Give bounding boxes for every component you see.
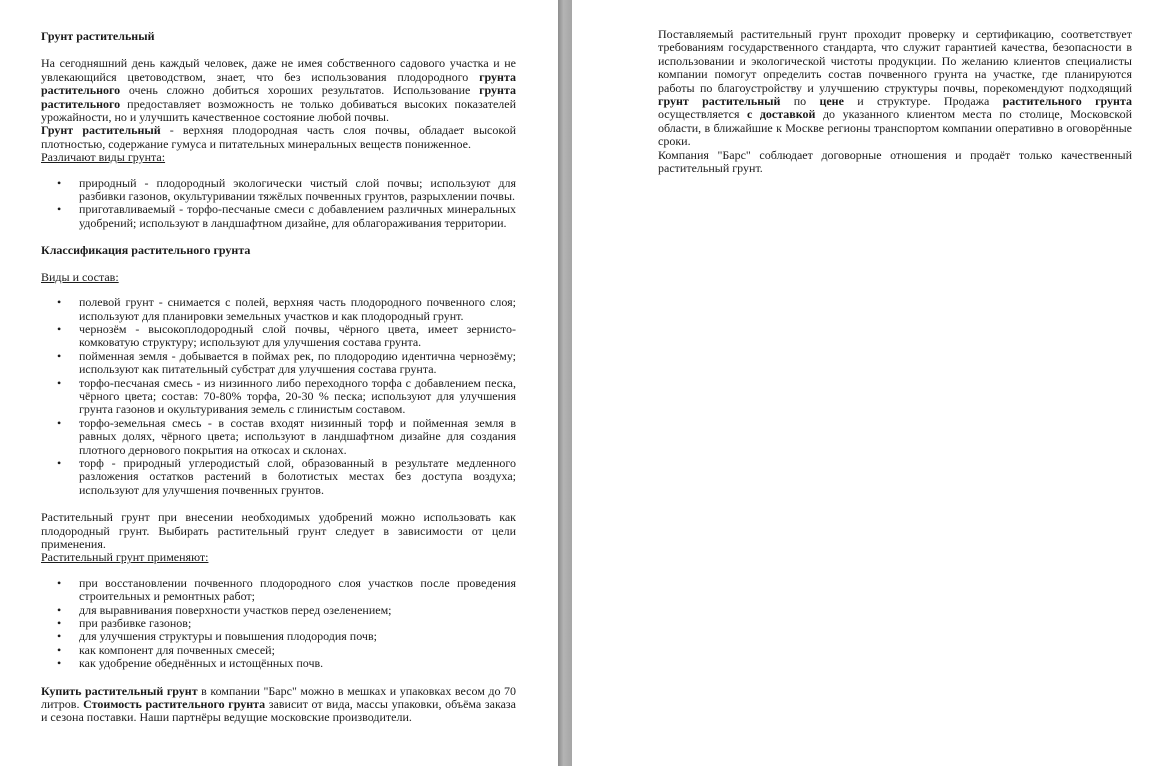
document-page-left [0,0,558,766]
bold-term: Купить растительный грунт [41,683,198,698]
list-item: • приготавливаемый - торфо-песчаные смеси с добавлением различных минеральных удобрений; используют в ландшафтном дизайне, для облагораживания территории. [79,203,516,230]
text-run: и структуре. Продажа [843,94,1003,109]
list-item: • как компонент для почвенных смесей; [79,644,516,657]
text-run: очень сложно добиться хороших результатов. Использование [120,83,480,98]
text-run: по [780,94,820,109]
list-item: • при разбивке газонов; [79,617,516,630]
purchase-paragraph [41,685,516,725]
types-list [41,177,516,231]
list-item: • для выравнивания поверхности участков перед озеленением; [79,604,516,617]
composition-list [41,296,516,497]
list-item: • торф - природный углеродистый слой, образованный в результате медленного разложения остатков растений в болотистых местах без доступа воздуха; используют для улучшения почвенных грунтов. [79,457,516,497]
list-item: • природный - плодородный экологически чистый слой почвы; используют для разбивки газонов, окультуривании тяжёлых почвенных грунтов, разрыхлении почвы. [79,177,516,204]
definition-paragraph [41,124,516,151]
document-heading-title: Грунт растительный [41,29,155,43]
certification-paragraph [658,28,1132,149]
text-run: до указанного клиентом места по столице, Московской области, в ближайшие к Москве регионы транспортом компании оперативно в оговорённые сроки. [658,107,1132,149]
list-item: • торфо-земельная смесь - в состав входят низинный торф и пойменная земля в равных долях, чёрного цвета; используют в ландшафтном дизайне для создания плотного дернового покрытия на откосах и склонах. [79,417,516,457]
list-item: • пойменная земля - добывается в поймах рек, по плодородию идентична чернозёму; используют как питательный субстрат для улучшения состава грунта. [79,350,516,377]
apply-subheading: Растительный грунт применяют: [41,550,209,565]
list-item: • при восстановлении почвенного плодородного слоя участков после проведения строительных и ремонтных работ; [79,577,516,604]
bold-term: грунта растительного [41,69,516,98]
text-run: в компании "Барс" можно в мешках и упаковках весом до 70 литров. [41,683,516,712]
composition-subheading: Виды и состав: [41,269,119,284]
list-item: • для улучшения структуры и повышения плодородия почв; [79,630,516,643]
text-run: зависит от вида, массы упаковки, объёма заказа и сезона поставки. Наши партнёры ведущие московские производители. [41,697,516,725]
intro-paragraph [41,57,516,124]
classification-heading: Классификация растительного грунта [41,243,251,258]
bold-term: Стоимость растительного грунта [83,697,266,712]
bold-term: с доставкой [747,107,816,122]
list-item: • полевой грунт - снимается с полей, верхняя часть плодородного почвенного слоя; используют для планировки земельных участков и как плодородный грунт. [79,296,516,323]
text-run: осуществляется [658,107,747,122]
text-run: - верхняя плодородная часть слоя почвы, обладает высокой плотностью, содержание гумуса и питательных минеральных веществ пониженное. [41,123,517,151]
text-run: Поставляемый растительный грунт проходит проверку и сертификацию, соответствует требованиям государственного стандарта, что служит гарантией качества, безопасности в использовании и экологической чистоты продукции. По желанию клиентов специалисты компании помогут определить состав почвенного грунта на участке, где планируются работы по благоустройству и улучшению структуры почвы, порекомендуют подходящий [658,27,1132,95]
page-gutter [558,0,572,766]
text-run: предоставляет возможность не только добиваться высоких показателей урожайности, но и улучшить качественное состояние любой почвы. [41,96,516,125]
usage-paragraph: Растительный грунт при внесении необходимых удобрений можно использовать как плодородный грунт. Выбирать растительный грунт следует в зависимости от цели применения. [41,510,516,551]
apply-list [41,577,516,671]
bold-term: грунт растительный [658,94,781,109]
bold-term: растительного грунта [1002,94,1133,109]
bold-term: Грунт растительный [41,123,161,138]
list-item: • чернозём - высокоплодородный слой почвы, чёрного цвета, имеет зернисто-комковатую структуру; используют для улучшения состава грунта. [79,323,516,350]
bold-term: цене [819,94,844,109]
company-paragraph: Компания "Барс" соблюдает договорные отношения и продаёт только качественный растительный грунт. [658,147,1132,176]
bold-term: грунта растительного [41,83,516,111]
text-run: На сегодняшний день каждый человек, даже не имея собственного садового участка и не увлекающийся цветоводством, знает, что без использования плодородного [41,56,516,84]
list-item: • торфо-песчаная смесь - из низинного либо переходного торфа с добавлением песка, чёрного цвета; состав: 70-80% торфа, 20-30 % песка; используют для улучшения грунта газонов и окультуривания земель с глинистым составом. [79,377,516,417]
document-page-right [572,0,1156,766]
list-item: • как удобрение обеднённых и истощённых почв. [79,657,516,670]
types-subheading: Различают виды грунта: [41,150,166,165]
